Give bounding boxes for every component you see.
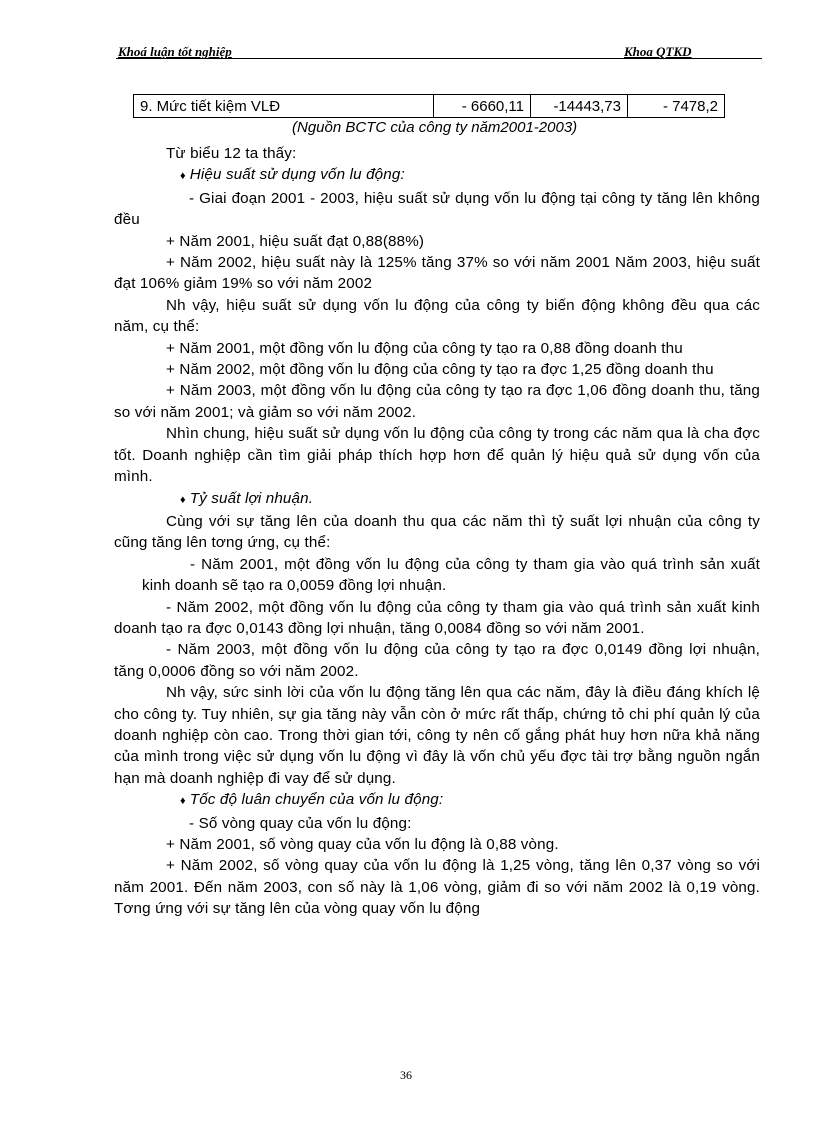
paragraph: Nh vậy, hiệu suất sử dụng vốn lu động của công ty biến động không đều qua các năm, cụ thể: xyxy=(114,296,760,336)
paragraph: - Số vòng quay của vốn lu động: xyxy=(189,814,412,832)
table-cell-label: 9. Mức tiết kiệm VLĐ xyxy=(134,95,434,118)
table-cell-2003: - 7478,2 xyxy=(628,95,725,118)
paragraph: - Giai đoạn 2001 - 2003, hiệu suất sử dụng vốn lu động tại công ty tăng lên không đều xyxy=(114,189,760,229)
paragraph: - Năm 2003, một đồng vốn lu động của công ty tạo ra đợc 0,0149 đồng lợi nhuận, tăng 0,0006 đồng so với năm 2002. xyxy=(114,641,760,680)
page-number: 36 xyxy=(400,1068,412,1082)
table-cell-2001: - 6660,11 xyxy=(434,95,531,118)
paragraph: - Năm 2001, một đồng vốn lu động của công ty tham gia vào quá trình sản xuất kinh doanh sẽ tạo ra 0,0059 đồng lợi nhuận. xyxy=(142,555,760,595)
table-cell-2002: -14443,73 xyxy=(531,95,628,118)
bullet-heading xyxy=(114,789,760,812)
paragraph: - Năm 2002, một đồng vốn lu động của công ty tham gia vào quá trình sản xuất kinh doanh tạo ra đợc 0,0143 đồng lợi nhuận, tăng 0,0084 đồng so với năm 2001. xyxy=(114,598,760,637)
diamond-bullet-icon: ♦ xyxy=(180,493,186,506)
paragraph: Nh vậy, sức sinh lời của vốn lu động tăng lên qua các năm, đây là điều đáng khích lệ cho công ty. Tuy nhiên, sự gia tăng này vẫn còn ở mức rất thấp, chứng tỏ chi phí quản lý của doanh nghiệp còn cao. Trong thời gian tới, công ty nên cố gắng phát huy hơn nữa khả năng của mình trong việc sử dụng vốn lu động vì đây là vốn chủ yếu đợc tài trợ bằng nguồn ngắn hạn mà doanh nghiệp đi vay để sử dụng. xyxy=(114,684,760,787)
paragraph: Nhìn chung, hiệu suất sử dụng vốn lu động của công ty trong các năm qua là cha đợc tốt. Doanh nghiệp cần tìm giải pháp thích hợp hơn để quản lý hiệu quả sử dụng vốn của mình. xyxy=(114,425,760,486)
header-title-left: Khoá luận tốt nghiệp xyxy=(118,44,232,59)
document-body xyxy=(114,143,760,920)
bullet-heading xyxy=(114,164,760,187)
paragraph: + Năm 2002, hiệu suất này là 125% tăng 37% so với năm 2001 Năm 2003, hiệu suất đạt 106% giảm 19% so với năm 2002 xyxy=(114,254,760,293)
bullet-heading-text: Tốc độ luân chuyển của vốn lu động: xyxy=(189,791,444,809)
header-rule xyxy=(116,58,762,59)
table-source-note: (Nguồn BCTC của công ty năm2001-2003) xyxy=(292,119,578,136)
savings-table xyxy=(133,94,725,118)
paragraph: Cùng với sự tăng lên của doanh thu qua các năm thì tỷ suất lợi nhuận của công ty cũng tăng lên tơng ứng, cụ thể: xyxy=(114,512,760,552)
paragraph: + Năm 2001, hiệu suất đạt 0,88(88%) xyxy=(166,232,425,250)
paragraph: + Năm 2001, số vòng quay của vốn lu động là 0,88 vòng. xyxy=(166,836,559,853)
bullet-heading xyxy=(114,488,760,511)
paragraph: + Năm 2003, một đồng vốn lu động của công ty tạo ra đợc 1,06 đồng doanh thu, tăng so với năm 2001; và giảm so với năm 2002. xyxy=(114,382,760,421)
header-title-right: Khoa QTKD xyxy=(624,44,692,59)
bullet-heading-text: Hiệu suất sử dụng vốn lu động: xyxy=(189,166,405,184)
table-row xyxy=(134,95,725,118)
paragraph: Từ biểu 12 ta thấy: xyxy=(166,145,297,162)
paragraph: + Năm 2002, số vòng quay của vốn lu động là 1,25 vòng, tăng lên 0,37 vòng so với năm 2001. Đến năm 2003, con số này là 1,06 vòng, giảm đi so với năm 2002 là 0,19 vòng. Tơng ứng với sự tăng lên của vòng quay vốn lu động xyxy=(114,857,760,918)
paragraph: + Năm 2002, một đồng vốn lu động của công ty tạo ra đợc 1,25 đồng doanh thu xyxy=(166,361,714,379)
diamond-bullet-icon: ♦ xyxy=(180,795,186,808)
bullet-heading-text: Tỷ suất lợi nhuận. xyxy=(189,489,314,507)
diamond-bullet-icon: ♦ xyxy=(180,170,186,183)
paragraph: + Năm 2001, một đồng vốn lu động của công ty tạo ra 0,88 đồng doanh thu xyxy=(166,339,683,357)
